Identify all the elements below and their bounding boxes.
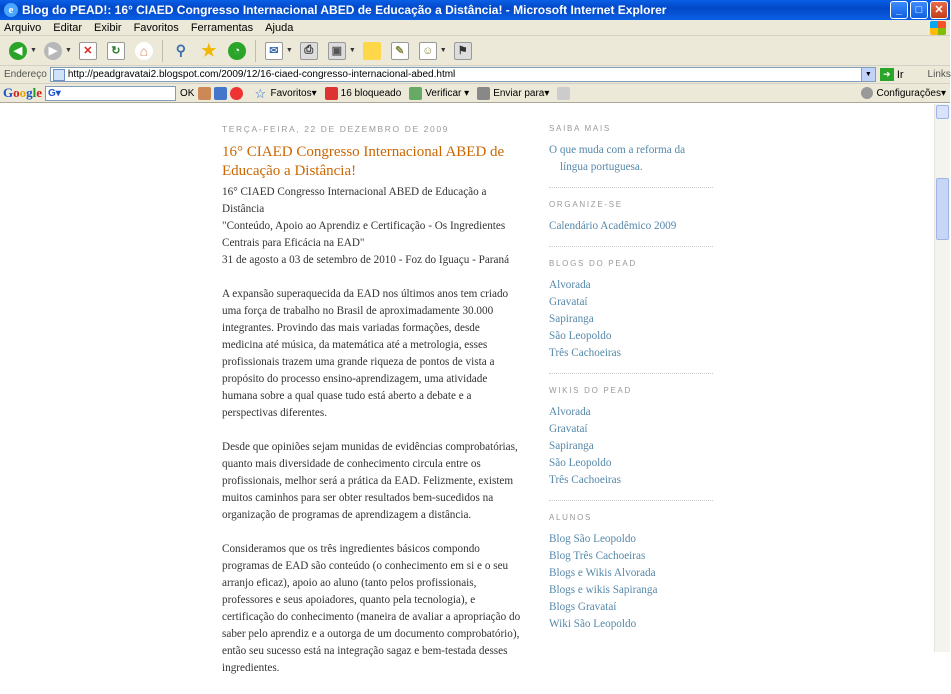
google-tools-icons[interactable] <box>198 87 246 100</box>
post-body <box>222 184 522 677</box>
send-icon <box>477 87 490 100</box>
edit-icon: ▣ <box>328 42 346 60</box>
history-button[interactable] <box>225 39 249 63</box>
star-icon: ★ <box>201 40 217 60</box>
refresh-button[interactable] <box>104 39 128 63</box>
post-paragraph: Desde que opiniões sejam munidas de evidências comprobatórias, quanto mais diversidade de conhecimento circula entre os profissionais, melhor será a prática da EAD. Felizmente, existem muitos caminhos para ser obter resultados bem-sucedidos na organização de programas de aprendizagem a distância. <box>222 441 518 521</box>
address-dropdown-icon[interactable]: ▼ <box>861 68 875 81</box>
links-button[interactable]: Links <box>927 69 951 80</box>
search-icon: ⚲ <box>175 42 186 58</box>
popup-blocked-button[interactable] <box>325 87 402 100</box>
ie-logo-icon: e <box>4 3 18 17</box>
sidebar-link[interactable]: Três Cachoeiras <box>549 347 621 359</box>
pencil-icon <box>557 87 570 100</box>
spellcheck-button[interactable]: Verificar ▾ <box>409 87 469 100</box>
widget-saiba-mais <box>549 124 713 188</box>
sidebar <box>549 124 713 656</box>
back-dropdown-icon[interactable]: ▼ <box>30 47 37 54</box>
widget-organize-se <box>549 200 713 247</box>
sidebar-link[interactable]: Sapiranga <box>549 440 594 452</box>
forward-button[interactable] <box>41 39 65 63</box>
home-icon: ⌂ <box>135 42 153 60</box>
sidebar-link[interactable]: Blogs e wikis Sapiranga <box>549 584 658 596</box>
menu-exibir[interactable]: Exibir <box>94 21 122 34</box>
note-icon <box>363 42 381 60</box>
google-toolbar <box>0 84 950 103</box>
widget-title: BLOGS DO PEAD <box>549 259 637 268</box>
sidebar-link[interactable]: O que muda com a reforma da língua portuguesa. <box>549 144 686 173</box>
send-to-button[interactable]: Enviar para ▾ <box>477 87 549 100</box>
back-arrow-icon: ◀ <box>9 42 27 60</box>
popup-icon <box>230 87 243 100</box>
widget-wikis-do-pead <box>549 386 713 501</box>
sidebar-link[interactable]: Gravataí <box>549 296 588 308</box>
mail-icon: ✉ <box>265 42 283 60</box>
menu-bar <box>0 20 950 36</box>
menu-arquivo[interactable]: Arquivo <box>4 21 42 34</box>
address-url[interactable]: http://peadgravatai2.blogspot.com/2009/12/16-ciaed-congresso-internacional-abed.html <box>67 69 456 80</box>
sidebar-link[interactable]: São Leopoldo <box>549 330 612 342</box>
address-bar <box>0 66 950 84</box>
menu-editar[interactable]: Editar <box>53 21 83 34</box>
forward-arrow-icon: ▶ <box>44 42 62 60</box>
research-icon: ✎ <box>391 42 409 60</box>
spellcheck-icon <box>409 87 422 100</box>
sidebar-link[interactable]: São Leopoldo <box>549 457 612 469</box>
search-button[interactable] <box>169 39 193 63</box>
bookmark-button[interactable] <box>451 39 475 63</box>
minimize-button[interactable]: _ <box>890 1 908 19</box>
menu-favoritos[interactable]: Favoritos <box>133 21 179 34</box>
go-arrow-icon: ➜ <box>880 68 894 81</box>
widget-title: ALUNOS <box>549 513 593 522</box>
sidebar-link[interactable]: Wiki São Leopoldo <box>549 618 637 630</box>
refresh-icon: ↻ <box>107 42 125 60</box>
messenger-dropdown-icon[interactable]: ▼ <box>439 47 447 54</box>
blocked-label: 16 bloqueado <box>340 87 402 99</box>
sidebar-link[interactable]: Alvorada <box>549 406 591 418</box>
research-button[interactable] <box>388 39 412 63</box>
google-favoritos-button[interactable]: ☆ Favoritos ▾ <box>254 85 317 101</box>
blocked-icon <box>325 87 338 100</box>
pagerank-icon <box>198 87 211 100</box>
post-paragraph: Consideramos que os três ingredientes básicos compondo programas de EAD são conteúdo (o conhecimento em si e o seu arranjo eficaz), apoio ao aluno (tanto pelos profissionais, professores e seus apoiadores, quanto pela tecnologia), e certificação do conhecimento (maneira de avaliar a apropriação do saber pelo aprendiz e a outorga de um documento comprobatório), então seu sucesso está na integração sagaz e bem-testada desses ingredientes. <box>222 543 521 674</box>
star-outline-icon: ☆ <box>254 85 267 101</box>
post-paragraph: A expansão superaquecida da EAD nos últimos anos tem criado uma força de trabalho no Brasil de aproximadamente 30.000 integrantes. Provindo das mais variadas formações, desde medicina até música, da matemática até a metrologia, esses profissionais trazem uma grande riqueza de pontos de vista a propósito do processo ensino-aprendizagem, uma atividade humana sobre a qual quase tudo está aberto a debate e a perspectivas diferentes. <box>222 288 509 419</box>
history-icon: ◔ <box>228 42 246 60</box>
widget-title: WIKIS DO PEAD <box>549 386 632 395</box>
blog-post <box>222 124 522 694</box>
vertical-scrollbar[interactable] <box>934 104 950 652</box>
google-favoritos-label: Favoritos <box>270 87 312 99</box>
widget-blogs-do-pead <box>549 259 713 374</box>
toolbar-separator <box>255 40 256 62</box>
title-bar <box>0 0 950 20</box>
post-title[interactable]: 16° CIAED Congresso Internacional ABED de Educação a Distância! <box>222 144 505 179</box>
printer-icon: ⎙ <box>300 42 318 60</box>
edit-dropdown-icon[interactable]: ▼ <box>348 47 356 54</box>
post-header-line: 31 de agosto a 03 de setembro de 2010 - Foz do Iguaçu - Paraná <box>222 254 510 266</box>
mail-dropdown-icon[interactable]: ▼ <box>285 47 293 54</box>
sidebar-link[interactable]: Três Cachoeiras <box>549 474 621 486</box>
maximize-button[interactable]: □ <box>910 1 928 19</box>
google-g-icon[interactable]: G▾ <box>48 87 61 99</box>
google-search-input[interactable] <box>45 86 176 101</box>
sidebar-link[interactable]: Sapiranga <box>549 313 594 325</box>
close-button[interactable]: ✕ <box>930 1 948 19</box>
scrollbar-thumb[interactable] <box>936 178 949 240</box>
menu-ajuda[interactable]: Ajuda <box>265 21 294 34</box>
edit-button[interactable] <box>325 39 349 63</box>
toolbar-separator <box>162 40 163 62</box>
forward-dropdown-icon[interactable]: ▼ <box>64 47 72 54</box>
google-logo[interactable]: Google <box>3 85 43 100</box>
spellcheck-label: Verificar <box>425 87 462 99</box>
post-date: TERÇA-FEIRA, 22 DE DEZEMBRO DE 2009 <box>222 124 449 134</box>
window-title: Blog do PEAD!: 16° CIAED Congresso Internacional ABED de Educação a Distância! - Microsoft Internet Explorer <box>22 3 667 17</box>
back-button[interactable] <box>6 39 30 63</box>
address-label: Endereço <box>4 69 47 80</box>
scroll-up-button[interactable] <box>936 105 949 119</box>
page-viewport <box>0 104 934 674</box>
go-label: Ir <box>896 68 904 81</box>
sidebar-link[interactable]: Alvorada <box>549 279 591 291</box>
stop-icon: ✕ <box>79 42 97 60</box>
widget-alunos <box>549 513 713 644</box>
settings-label: Configurações <box>876 87 941 99</box>
stop-button[interactable] <box>76 39 100 63</box>
post-header-line: "Conteúdo, Apoio ao Aprendiz e Certificação - Os Ingredientes Centrais para Eficácia na EAD" <box>222 220 506 249</box>
widget-title: ORGANIZE-SE <box>549 200 623 209</box>
sidebar-link[interactable]: Blog São Leopoldo <box>549 533 637 545</box>
page-icon <box>53 69 65 81</box>
go-button[interactable] <box>880 68 904 81</box>
widget-title: SAIBA MAIS <box>549 124 611 133</box>
messenger-icon: ☺ <box>419 42 437 60</box>
sidebar-link[interactable]: Calendário Acadêmico 2009 <box>549 220 677 232</box>
sidebar-link[interactable]: Blogs Gravataí <box>549 601 617 613</box>
windows-logo-icon <box>930 21 946 35</box>
post-header <box>222 184 522 269</box>
bookmark-icon: ⚑ <box>454 42 472 60</box>
print-button[interactable] <box>297 39 321 63</box>
sidebar-link[interactable]: Gravataí <box>549 423 588 435</box>
messenger-button[interactable] <box>416 39 440 63</box>
favorites-button[interactable] <box>197 39 221 63</box>
pencil-button[interactable] <box>557 87 573 100</box>
standard-toolbar <box>0 36 950 66</box>
google-ok-button[interactable]: OK <box>180 87 195 99</box>
send-label: Enviar para <box>493 87 545 99</box>
address-input[interactable] <box>50 67 876 82</box>
settings-button[interactable]: Configurações ▾ <box>861 87 946 99</box>
post-header-line: 16° CIAED Congresso Internacional ABED de Educação a Distância <box>222 186 487 215</box>
gear-icon <box>861 87 873 99</box>
menu-ferramentas[interactable]: Ferramentas <box>190 21 254 34</box>
home-button[interactable] <box>132 39 156 63</box>
notes-button[interactable] <box>360 39 384 63</box>
news-icon <box>214 87 227 100</box>
sidebar-link[interactable]: Blogs e Wikis Alvorada <box>549 567 656 579</box>
mail-button[interactable] <box>262 39 286 63</box>
sidebar-link[interactable]: Blog Três Cachoeiras <box>549 550 646 562</box>
